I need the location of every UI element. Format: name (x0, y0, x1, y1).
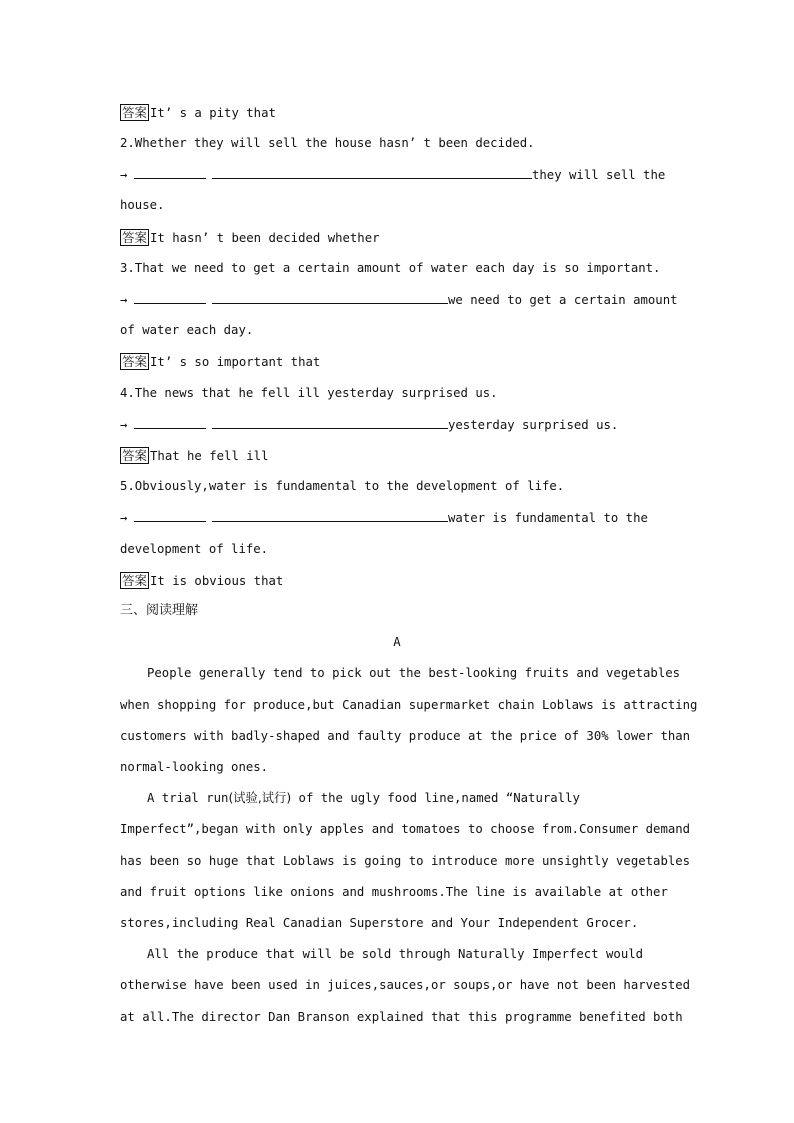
passage-line: All the produce that will be sold through Naturally Imperfect would (147, 947, 644, 961)
question-3: 3.That we need to get a certain amount of water each day is so important. (120, 261, 661, 275)
passage-line: People generally tend to pick out the best-looking fruits and vegetables (147, 666, 681, 680)
rewrite-cont-2: house. (120, 198, 165, 212)
answer-line-2 (120, 229, 380, 246)
passage-line: Imperfect”,began with only apples and tomatoes to choose from.Consumer demand (120, 822, 691, 836)
answer-line-5 (120, 572, 283, 589)
passage-line: when shopping for produce,but Canadian supermarket chain Loblaws is attracting (120, 698, 698, 712)
blank-short (134, 166, 206, 179)
passage-label: A (393, 635, 401, 649)
blank-short (134, 291, 206, 304)
arrow-icon: → (120, 293, 128, 307)
arrow-icon: → (120, 511, 128, 525)
question-4: 4.The news that he fell ill yesterday surprised us. (120, 386, 498, 400)
rewrite-line-5 (120, 509, 648, 526)
answer-text: It is obvious that (150, 574, 284, 588)
answer-text: That he fell ill (150, 449, 269, 463)
passage-line: customers with badly-shaped and faulty produce at the price of 30% lower than (120, 729, 691, 743)
blank-short (134, 416, 206, 429)
arrow-icon: → (120, 418, 128, 432)
question-5: 5.Obviously,water is fundamental to the development of life. (120, 479, 565, 493)
answer-line-1 (120, 104, 276, 121)
passage-line (147, 790, 580, 806)
answer-tag: 答案 (122, 105, 148, 120)
section-heading: 三、阅读理解 (120, 603, 199, 618)
passage-line: and fruit options like onions and mushrooms.The line is available at other (120, 885, 668, 899)
gloss-text: (试验,试行) (228, 791, 292, 805)
answer-tag: 答案 (122, 354, 148, 369)
blank-long (212, 291, 448, 304)
answer-tag: 答案 (122, 448, 148, 463)
question-2: 2.Whether they will sell the house hasn’ t been decided. (120, 136, 535, 150)
answer-line-3 (120, 353, 320, 370)
answer-tag: 答案 (122, 573, 148, 588)
rewrite-line-4 (120, 416, 618, 433)
answer-text: It’ s so important that (150, 355, 321, 369)
answer-line-4 (120, 447, 268, 464)
passage-text: of the ugly food line,named “Naturally (291, 791, 580, 805)
passage-line: stores,including Real Canadian Superstore and Your Independent Grocer. (120, 916, 639, 930)
rewrite-line-2 (120, 166, 665, 183)
passage-line: at all.The director Dan Branson explained that this programme benefited both (120, 1010, 683, 1024)
rewrite-tail: we need to get a certain amount (448, 293, 678, 307)
rewrite-cont-3: of water each day. (120, 323, 254, 337)
rewrite-tail: they will sell the (532, 168, 666, 182)
blank-long (212, 416, 448, 429)
blank-short (134, 509, 206, 522)
answer-text: It’ s a pity that (150, 106, 276, 120)
answer-tag: 答案 (122, 230, 148, 245)
blank-long (212, 166, 532, 179)
passage-text: A trial run (147, 791, 229, 805)
arrow-icon: → (120, 168, 128, 182)
rewrite-tail: yesterday surprised us. (448, 418, 619, 432)
answer-text: It hasn’ t been decided whether (150, 231, 380, 245)
rewrite-cont-5: development of life. (120, 542, 269, 556)
blank-long (212, 509, 448, 522)
passage-line: otherwise have been used in juices,sauces,or soups,or have not been harvested (120, 978, 691, 992)
rewrite-line-3 (120, 291, 678, 308)
rewrite-tail: water is fundamental to the (448, 511, 648, 525)
passage-line: normal-looking ones. (120, 760, 269, 774)
passage-line: has been so huge that Loblaws is going to introduce more unsightly vegetables (120, 854, 691, 868)
